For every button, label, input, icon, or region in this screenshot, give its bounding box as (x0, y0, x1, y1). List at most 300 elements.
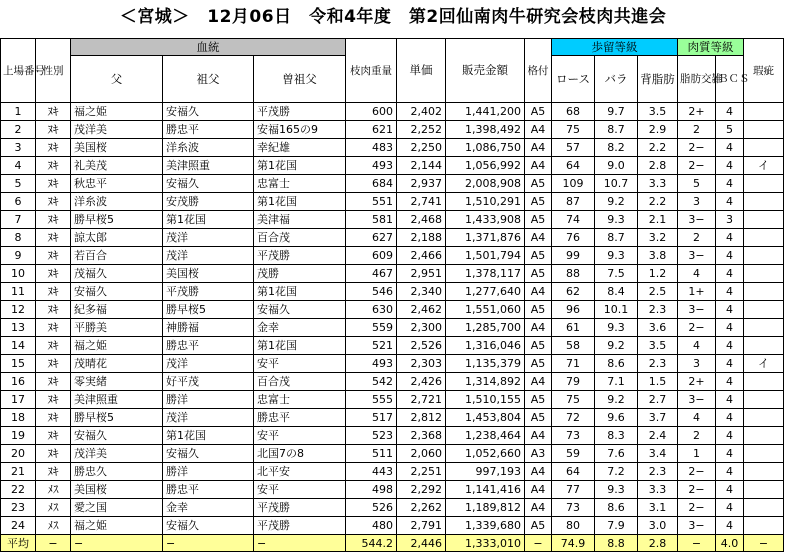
header-no: 上場番号 (1, 39, 36, 103)
row-bcs: 4 (716, 427, 744, 445)
row-rib: 9.3 (595, 481, 638, 499)
row-great-grandfather: 幸紀雄 (254, 139, 346, 157)
row-grandfather: 安福久 (163, 175, 254, 193)
row-sales: 1,510,155 (446, 391, 525, 409)
row-no: 1 (1, 103, 36, 121)
row-weight: 443 (346, 463, 397, 481)
row-grandfather: 勝忠平 (163, 337, 254, 355)
row-bcs: 4 (716, 283, 744, 301)
row-grandfather: 神勝福 (163, 319, 254, 337)
row-sales: 1,398,492 (446, 121, 525, 139)
table-row (1, 481, 784, 499)
row-great-grandfather: 安福165の9 (254, 121, 346, 139)
row-grandfather: 美国桜 (163, 265, 254, 283)
row-sales: 1,277,640 (446, 283, 525, 301)
row-sales: 1,339,680 (446, 517, 525, 535)
row-defect (744, 337, 784, 355)
average-weight: 544.2 (346, 535, 397, 552)
row-no: 23 (1, 499, 36, 517)
table-row (1, 121, 784, 139)
row-rib: 8.6 (595, 499, 638, 517)
row-bms: 3− (678, 211, 716, 229)
row-great-grandfather: 百合茂 (254, 229, 346, 247)
row-rib: 9.2 (595, 391, 638, 409)
row-weight: 511 (346, 445, 397, 463)
row-bcs: 4 (716, 337, 744, 355)
row-backfat: 2.7 (638, 391, 678, 409)
row-defect (744, 175, 784, 193)
row-great-grandfather: 安平 (254, 481, 346, 499)
row-father: 勝忠久 (71, 463, 163, 481)
row-defect (744, 211, 784, 229)
row-bcs: 4 (716, 229, 744, 247)
row-sex: ﾇｷ (36, 121, 71, 139)
row-no: 13 (1, 319, 36, 337)
row-great-grandfather: 百合茂 (254, 373, 346, 391)
header-bloodline: 血統 (71, 39, 346, 56)
row-sex: ﾇｷ (36, 463, 71, 481)
row-price: 2,426 (397, 373, 446, 391)
table-row (1, 229, 784, 247)
row-bcs: 5 (716, 121, 744, 139)
row-sex: ﾇｷ (36, 157, 71, 175)
row-loin: 80 (552, 517, 595, 535)
row-no: 20 (1, 445, 36, 463)
row-defect: イ (744, 355, 784, 373)
row-backfat: 1.5 (638, 373, 678, 391)
row-sales: 1,510,291 (446, 193, 525, 211)
row-bms: 1+ (678, 283, 716, 301)
row-bms: 2 (678, 427, 716, 445)
row-bms: 2− (678, 139, 716, 157)
row-backfat: 3.5 (638, 337, 678, 355)
row-weight: 542 (346, 373, 397, 391)
page-title: ＜宮城＞ 12月06日 令和4年度 第2回仙南肉牛研究会枝肉共進会 (119, 7, 667, 27)
row-bms: 4 (678, 265, 716, 283)
header-bcs: ＢＣＳ (716, 56, 744, 103)
table-row (1, 139, 784, 157)
row-price: 2,251 (397, 463, 446, 481)
row-great-grandfather: 北平安 (254, 463, 346, 481)
row-price: 2,462 (397, 301, 446, 319)
row-grade: A4 (525, 283, 552, 301)
header-backfat: 背脂肪 (638, 56, 678, 103)
row-sex: ﾇｷ (36, 265, 71, 283)
average-rib: 8.8 (595, 535, 638, 552)
row-sex: ﾇｷ (36, 391, 71, 409)
row-father: 美津照重 (71, 391, 163, 409)
row-backfat: 2.1 (638, 211, 678, 229)
row-no: 11 (1, 283, 36, 301)
row-bms: 3− (678, 391, 716, 409)
table-row (1, 301, 784, 319)
row-loin: 73 (552, 499, 595, 517)
row-defect (744, 373, 784, 391)
row-price: 2,368 (397, 427, 446, 445)
row-price: 2,340 (397, 283, 446, 301)
row-bms: 3 (678, 193, 716, 211)
average-great-grandfather: − (254, 535, 346, 552)
row-grandfather: 平茂勝 (163, 283, 254, 301)
row-weight: 621 (346, 121, 397, 139)
row-sales: 1,433,908 (446, 211, 525, 229)
row-backfat: 2.2 (638, 193, 678, 211)
row-bms: 3− (678, 517, 716, 535)
row-backfat: 2.8 (638, 157, 678, 175)
row-grade: A5 (525, 409, 552, 427)
average-price: 2,446 (397, 535, 446, 552)
row-price: 2,466 (397, 247, 446, 265)
row-price: 2,951 (397, 265, 446, 283)
row-sales: 1,056,992 (446, 157, 525, 175)
row-father: 福之姫 (71, 517, 163, 535)
row-backfat: 2.3 (638, 355, 678, 373)
row-father: 零実緒 (71, 373, 163, 391)
row-father: 愛之国 (71, 499, 163, 517)
row-bms: 2− (678, 157, 716, 175)
row-loin: 62 (552, 283, 595, 301)
row-sales: 1,141,416 (446, 481, 525, 499)
row-great-grandfather: 第1花国 (254, 337, 346, 355)
average-sales: 1,333,010 (446, 535, 525, 552)
average-loin: 74.9 (552, 535, 595, 552)
table-row (1, 373, 784, 391)
row-backfat: 2.2 (638, 139, 678, 157)
row-sex: ﾇｷ (36, 319, 71, 337)
row-defect (744, 427, 784, 445)
row-father: 洋糸波 (71, 193, 163, 211)
row-grandfather: 勝忠平 (163, 481, 254, 499)
row-great-grandfather: 安平 (254, 355, 346, 373)
row-grade: A4 (525, 229, 552, 247)
row-backfat: 2.5 (638, 283, 678, 301)
row-bcs: 4 (716, 139, 744, 157)
row-price: 2,250 (397, 139, 446, 157)
row-rib: 9.3 (595, 319, 638, 337)
row-grade: A3 (525, 445, 552, 463)
row-loin: 75 (552, 121, 595, 139)
row-father: 勝早桜5 (71, 211, 163, 229)
row-price: 2,188 (397, 229, 446, 247)
row-great-grandfather: 美津福 (254, 211, 346, 229)
row-bcs: 4 (716, 103, 744, 121)
row-bms: 2+ (678, 103, 716, 121)
row-rib: 7.1 (595, 373, 638, 391)
header-bms: 脂肪交雑 (678, 56, 716, 103)
results-table (0, 38, 784, 552)
row-weight: 523 (346, 427, 397, 445)
row-father: 福之姫 (71, 337, 163, 355)
row-sex: ﾇｷ (36, 139, 71, 157)
row-sales: 1,135,379 (446, 355, 525, 373)
row-grade: A4 (525, 157, 552, 175)
row-no: 19 (1, 427, 36, 445)
table-row (1, 445, 784, 463)
row-price: 2,526 (397, 337, 446, 355)
row-father: 茂福久 (71, 265, 163, 283)
table-row (1, 319, 784, 337)
row-father: 茂晴花 (71, 355, 163, 373)
row-sex: ﾇｷ (36, 211, 71, 229)
row-bcs: 4 (716, 463, 744, 481)
row-price: 2,791 (397, 517, 446, 535)
row-father: 秋忠平 (71, 175, 163, 193)
row-backfat: 3.2 (638, 229, 678, 247)
row-sales: 1,314,892 (446, 373, 525, 391)
table-row (1, 247, 784, 265)
row-loin: 96 (552, 301, 595, 319)
row-defect (744, 463, 784, 481)
row-father: 平勝美 (71, 319, 163, 337)
row-loin: 99 (552, 247, 595, 265)
header-grade: 格付 (525, 39, 552, 103)
row-bcs: 4 (716, 157, 744, 175)
row-defect (744, 481, 784, 499)
row-backfat: 3.6 (638, 319, 678, 337)
row-defect (744, 247, 784, 265)
row-loin: 73 (552, 427, 595, 445)
table-row (1, 463, 784, 481)
row-no: 8 (1, 229, 36, 247)
row-defect (744, 499, 784, 517)
row-weight: 480 (346, 517, 397, 535)
row-bms: 2− (678, 499, 716, 517)
row-great-grandfather: 金幸 (254, 319, 346, 337)
row-sales: 1,052,660 (446, 445, 525, 463)
row-no: 2 (1, 121, 36, 139)
row-backfat: 3.8 (638, 247, 678, 265)
row-loin: 57 (552, 139, 595, 157)
row-no: 4 (1, 157, 36, 175)
row-no: 15 (1, 355, 36, 373)
row-sales: 1,316,046 (446, 337, 525, 355)
row-grandfather: 茂洋 (163, 247, 254, 265)
row-grade: A5 (525, 355, 552, 373)
row-grade: A4 (525, 121, 552, 139)
header-yield-group: 歩留等級 (552, 39, 678, 56)
row-weight: 581 (346, 211, 397, 229)
row-grade: A4 (525, 139, 552, 157)
row-sex: ﾒｽ (36, 517, 71, 535)
row-defect (744, 229, 784, 247)
row-grade: A5 (525, 103, 552, 121)
row-loin: 79 (552, 373, 595, 391)
row-grade: A4 (525, 427, 552, 445)
row-bcs: 3 (716, 211, 744, 229)
row-backfat: 2.4 (638, 427, 678, 445)
row-price: 2,721 (397, 391, 446, 409)
row-rib: 7.5 (595, 265, 638, 283)
row-price: 2,468 (397, 211, 446, 229)
row-great-grandfather: 平茂勝 (254, 499, 346, 517)
row-grandfather: 勝洋 (163, 391, 254, 409)
row-father: 美国桜 (71, 139, 163, 157)
row-weight: 498 (346, 481, 397, 499)
row-grade: A5 (525, 175, 552, 193)
row-price: 2,292 (397, 481, 446, 499)
average-grade: − (525, 535, 552, 552)
row-grandfather: 好平茂 (163, 373, 254, 391)
row-bcs: 4 (716, 355, 744, 373)
row-bcs: 4 (716, 265, 744, 283)
row-sales: 1,285,700 (446, 319, 525, 337)
row-bms: 1 (678, 445, 716, 463)
row-sales: 997,193 (446, 463, 525, 481)
row-grade: A4 (525, 319, 552, 337)
row-sex: ﾇｷ (36, 103, 71, 121)
row-sex: ﾇｷ (36, 337, 71, 355)
header-great-grandfather: 曽祖父 (254, 56, 346, 103)
row-defect (744, 517, 784, 535)
row-grade: A4 (525, 499, 552, 517)
average-defect: − (744, 535, 784, 552)
row-loin: 72 (552, 409, 595, 427)
row-bcs: 4 (716, 445, 744, 463)
row-defect (744, 103, 784, 121)
header-weight: 枝肉重量 (346, 39, 397, 103)
row-weight: 521 (346, 337, 397, 355)
row-sex: ﾇｷ (36, 301, 71, 319)
row-bms: 3− (678, 301, 716, 319)
row-grade: A5 (525, 391, 552, 409)
row-backfat: 3.7 (638, 409, 678, 427)
row-grade: A5 (525, 193, 552, 211)
header-defect: 瑕疵 (744, 39, 784, 103)
row-backfat: 3.1 (638, 499, 678, 517)
row-bcs: 4 (716, 481, 744, 499)
row-defect (744, 121, 784, 139)
row-bms: 2− (678, 481, 716, 499)
row-rib: 8.6 (595, 355, 638, 373)
row-rib: 7.2 (595, 463, 638, 481)
row-grandfather: 第1花国 (163, 427, 254, 445)
table-row (1, 103, 784, 121)
row-price: 2,937 (397, 175, 446, 193)
table-row (1, 391, 784, 409)
row-sales: 1,551,060 (446, 301, 525, 319)
row-grandfather: 安福久 (163, 517, 254, 535)
row-rib: 8.7 (595, 229, 638, 247)
row-sex: ﾒｽ (36, 481, 71, 499)
row-loin: 88 (552, 265, 595, 283)
header-father: 父 (71, 56, 163, 103)
table-row (1, 211, 784, 229)
row-rib: 8.7 (595, 121, 638, 139)
row-loin: 58 (552, 337, 595, 355)
row-grandfather: 茂洋 (163, 409, 254, 427)
row-sales: 1,189,812 (446, 499, 525, 517)
row-defect (744, 139, 784, 157)
row-rib: 10.1 (595, 301, 638, 319)
row-grandfather: 茂洋 (163, 355, 254, 373)
row-weight: 627 (346, 229, 397, 247)
row-price: 2,262 (397, 499, 446, 517)
row-loin: 76 (552, 229, 595, 247)
row-loin: 77 (552, 481, 595, 499)
row-grandfather: 洋糸波 (163, 139, 254, 157)
row-weight: 546 (346, 283, 397, 301)
row-no: 12 (1, 301, 36, 319)
row-loin: 64 (552, 157, 595, 175)
row-backfat: 1.2 (638, 265, 678, 283)
row-rib: 9.2 (595, 337, 638, 355)
row-grade: A5 (525, 211, 552, 229)
row-weight: 551 (346, 193, 397, 211)
row-sales: 1,501,794 (446, 247, 525, 265)
table-row (1, 175, 784, 193)
average-sex: − (36, 535, 71, 552)
row-defect: イ (744, 157, 784, 175)
row-no: 16 (1, 373, 36, 391)
row-no: 22 (1, 481, 36, 499)
row-rib: 9.3 (595, 247, 638, 265)
average-bms: − (678, 535, 716, 552)
row-backfat: 2.3 (638, 463, 678, 481)
row-weight: 609 (346, 247, 397, 265)
row-rib: 7.6 (595, 445, 638, 463)
row-grade: A5 (525, 247, 552, 265)
row-father: 茂洋美 (71, 121, 163, 139)
row-loin: 71 (552, 355, 595, 373)
table-row (1, 427, 784, 445)
row-great-grandfather: 安平 (254, 427, 346, 445)
row-grade: A4 (525, 463, 552, 481)
row-grandfather: 勝忠平 (163, 121, 254, 139)
row-no: 6 (1, 193, 36, 211)
row-loin: 61 (552, 319, 595, 337)
row-father: 勝早桜5 (71, 409, 163, 427)
row-grade: A4 (525, 373, 552, 391)
row-bms: 5 (678, 175, 716, 193)
row-price: 2,741 (397, 193, 446, 211)
row-loin: 68 (552, 103, 595, 121)
row-no: 14 (1, 337, 36, 355)
row-sex: ﾒｽ (36, 499, 71, 517)
row-father: 安福久 (71, 427, 163, 445)
row-no: 18 (1, 409, 36, 427)
row-weight: 559 (346, 319, 397, 337)
row-backfat: 3.3 (638, 481, 678, 499)
row-grandfather: 勝早桜5 (163, 301, 254, 319)
table-row (1, 409, 784, 427)
row-great-grandfather: 平茂勝 (254, 247, 346, 265)
row-bms: 2− (678, 319, 716, 337)
row-grandfather: 勝洋 (163, 463, 254, 481)
row-loin: 87 (552, 193, 595, 211)
row-bcs: 4 (716, 409, 744, 427)
row-father: 礼美茂 (71, 157, 163, 175)
row-backfat: 2.9 (638, 121, 678, 139)
row-defect (744, 301, 784, 319)
row-bcs: 4 (716, 301, 744, 319)
row-weight: 517 (346, 409, 397, 427)
row-price: 2,812 (397, 409, 446, 427)
row-sex: ﾇｷ (36, 175, 71, 193)
row-sales: 1,453,804 (446, 409, 525, 427)
row-grandfather: 美津照重 (163, 157, 254, 175)
row-bcs: 4 (716, 319, 744, 337)
row-bcs: 4 (716, 499, 744, 517)
row-no: 5 (1, 175, 36, 193)
row-father: 紀多福 (71, 301, 163, 319)
row-sex: ﾇｷ (36, 193, 71, 211)
row-great-grandfather: 平茂勝 (254, 103, 346, 121)
row-bms: 2− (678, 463, 716, 481)
row-rib: 9.0 (595, 157, 638, 175)
row-sex: ﾇｷ (36, 445, 71, 463)
row-defect (744, 265, 784, 283)
row-sex: ﾇｷ (36, 283, 71, 301)
